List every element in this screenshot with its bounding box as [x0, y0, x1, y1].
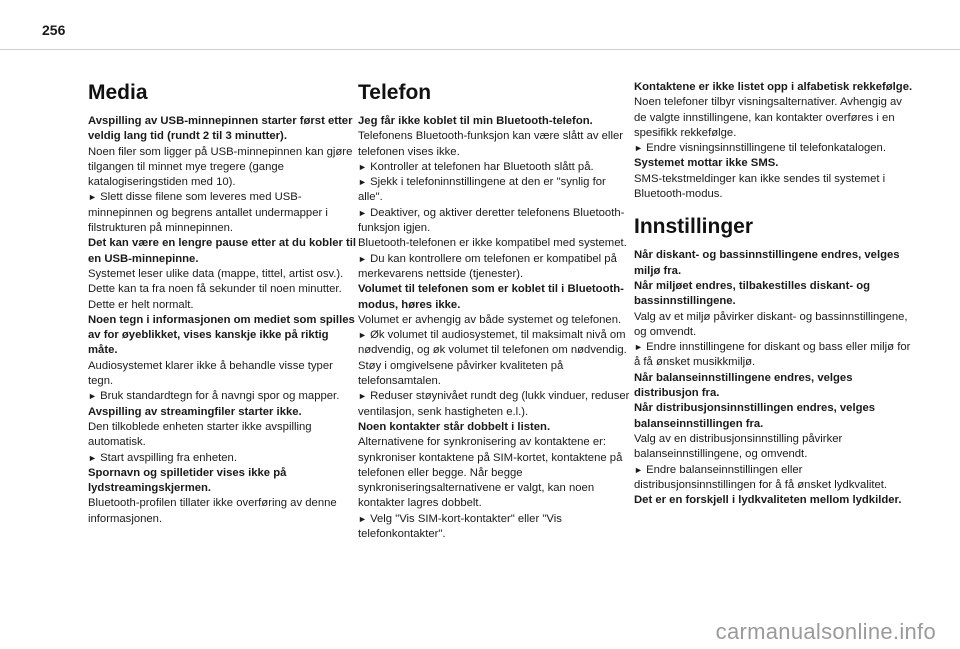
question-heading: Systemet mottar ikke SMS.	[634, 157, 779, 170]
question-heading: Det er en forskjell i lydkvaliteten mellom lydkilder.	[634, 494, 902, 507]
paragraph: Støy i omgivelsene påvirker kvaliteten på telefonsamtalen.	[358, 359, 564, 388]
question-heading: Noen kontakter står dobbelt i listen.	[358, 420, 551, 433]
bullet-item	[634, 463, 914, 494]
bullet-item	[88, 190, 360, 236]
page-number: 256	[42, 22, 66, 38]
question-heading: Når miljøet endres, tilbakestilles diskant- og bassinnstillingene.	[634, 279, 871, 308]
bullet-text: Endre balanseinnstillingen eller distribusjonsinnstillingen for å få ønsket lydkvalitet.	[634, 463, 888, 491]
arrow-bullet-icon: ►	[358, 161, 367, 172]
question-heading: Avspilling av streamingfiler starter ikke.	[88, 405, 302, 418]
bullet-item	[634, 340, 914, 371]
bullet-item	[358, 252, 630, 283]
paragraph: Alternativene for synkronisering av kontaktene er: synkroniser kontaktene på SIM-kortet, kontaktene på telefonen eller begge. Når begge synkroniseringsalternativene er valgt, kan noen kontakter lagres dobbelt.	[358, 436, 623, 510]
bullet-text: Endre visningsinnstillingene til telefonkatalogen.	[646, 142, 886, 155]
bullet-item	[358, 389, 630, 420]
bullet-item	[88, 389, 360, 404]
telefon-lines	[358, 114, 630, 542]
paragraph: SMS-tekstmeldinger kan ikke sendes til systemet i Bluetooth-modus.	[634, 172, 886, 201]
bullet-text: Kontroller at telefonen har Bluetooth slått på.	[370, 160, 594, 173]
bullet-item	[358, 175, 630, 206]
arrow-bullet-icon: ►	[358, 253, 367, 264]
question-heading: Noen tegn i informasjonen om mediet som spilles av for øyeblikket, vises kanskje ikke på riktig måte.	[88, 313, 355, 357]
paragraph: Noen telefoner tilbyr visningsalternativer. Avhengig av de valgte innstillingene, kan kontakter overføres i en spesifikk rekkefølge.	[634, 96, 902, 139]
paragraph: Den tilkoblede enheten starter ikke avspilling automatisk.	[88, 420, 312, 449]
bullet-text: Deaktiver, og aktiver deretter telefonens Bluetooth-funksjon igjen.	[358, 206, 625, 235]
paragraph: Bluetooth-telefonen er ikke kompatibel med systemet.	[358, 237, 627, 250]
arrow-bullet-icon: ►	[88, 192, 97, 203]
bullet-text: Velg "Vis SIM-kort-kontakter" eller "Vis telefonkontakter".	[358, 512, 562, 541]
arrow-bullet-icon: ►	[358, 513, 367, 524]
arrow-bullet-icon: ►	[634, 143, 643, 154]
bullet-item	[358, 512, 630, 543]
bullet-item	[358, 160, 630, 175]
arrow-bullet-icon: ►	[358, 177, 367, 188]
question-heading: Når balanseinnstillingene endres, velges distribusjon fra.	[634, 371, 853, 400]
header-divider	[0, 49, 960, 50]
bullet-text: Sjekk i telefoninnstillingene at den er "synlig for alle".	[358, 176, 606, 204]
paragraph: Bluetooth-profilen tillater ikke overføring av denne informasjonen.	[88, 497, 337, 525]
bullet-item	[88, 451, 360, 466]
paragraph: Valg av et miljø påvirker diskant- og bassinnstillingene, og omvendt.	[634, 310, 908, 338]
question-heading: Når diskant- og bassinnstillingene endres, velges miljø fra.	[634, 249, 900, 277]
paragraph: Telefonens Bluetooth-funksjon kan være slått av eller telefonen vises ikke.	[358, 130, 623, 158]
bullet-item	[358, 328, 630, 359]
bullet-text: Start avspilling fra enheten.	[100, 451, 237, 464]
question-heading: Volumet til telefonen som er koblet til i Bluetooth-modus, høres ikke.	[358, 283, 624, 311]
arrow-bullet-icon: ►	[358, 391, 367, 402]
bullet-text: Slett disse filene som leveres med USB-minnepinnen og begrens antallet undermapper i filstrukturen på minnepinnen.	[88, 191, 328, 235]
question-heading: Når distribusjonsinnstillingen endres, velges balanseinnstillingen fra.	[634, 402, 876, 430]
paragraph: Audiosystemet klarer ikke å behandle visse typer tegn.	[88, 359, 333, 388]
telefon-continued-lines	[634, 80, 914, 202]
question-heading: Kontaktene er ikke listet opp i alfabetisk rekkefølge.	[634, 81, 913, 93]
paragraph: Systemet leser ulike data (mappe, tittel, artist osv.). Dette kan ta fra noen få sekunder til noen minutter.	[88, 267, 344, 296]
watermark: carmanualsonline.info	[715, 619, 936, 644]
bullet-text: Endre innstillingene for diskant og bass eller miljø for å få ønsket musikkmiljø.	[634, 341, 911, 369]
arrow-bullet-icon: ►	[358, 207, 367, 218]
section-title-telefon: Telefon	[358, 81, 432, 104]
bullet-text: Øk volumet til audiosystemet, til maksimalt nivå om nødvendig, og øk volumet til telefonen om nødvendig.	[358, 329, 627, 357]
bullet-text: Du kan kontrollere om telefonen er kompatibel på merkevarens nettside (tjenester).	[358, 252, 617, 280]
question-heading: Jeg får ikke koblet til min Bluetooth-telefon.	[358, 115, 593, 127]
media-lines	[88, 114, 360, 527]
section-title-media: Media	[88, 81, 148, 104]
column-media	[88, 80, 360, 527]
question-heading: Det kan være en lengre pause etter at du kobler til en USB-minnepinne.	[88, 237, 357, 265]
paragraph: Dette er helt normalt.	[88, 298, 194, 311]
arrow-bullet-icon: ►	[634, 342, 643, 353]
innstillinger-lines	[634, 248, 914, 508]
bullet-item	[634, 141, 914, 156]
paragraph: Noen filer som ligger på USB-minnepinnen kan gjøre tilgangen til minnet mye tregere (gange katalogiseringstiden med 10).	[88, 145, 353, 189]
bullet-text: Reduser støynivået rundt deg (lukk vinduer, reduser ventilasjon, senk hastigheten e.l.).	[358, 390, 630, 418]
arrow-bullet-icon: ►	[358, 330, 367, 341]
arrow-bullet-icon: ►	[88, 391, 97, 402]
arrow-bullet-icon: ►	[88, 452, 97, 463]
bullet-text: Bruk standardtegn for å navngi spor og mapper.	[100, 390, 340, 403]
column-telefon	[358, 80, 630, 542]
paragraph: Valg av en distribusjonsinnstilling påvirker balanseinnstillingene, og omvendt.	[634, 432, 843, 461]
question-heading: Avspilling av USB-minnepinnen starter først etter veldig lang tid (rundt 2 til 3 minutter).	[88, 115, 353, 143]
paragraph: Volumet er avhengig av både systemet og telefonen.	[358, 313, 622, 326]
question-heading: Spornavn og spilletider vises ikke på lydstreamingskjermen.	[88, 466, 287, 495]
bullet-item	[358, 206, 630, 237]
section-title-innstillinger: Innstillinger	[634, 215, 754, 239]
arrow-bullet-icon: ►	[634, 464, 643, 475]
column-innstillinger	[634, 80, 914, 508]
